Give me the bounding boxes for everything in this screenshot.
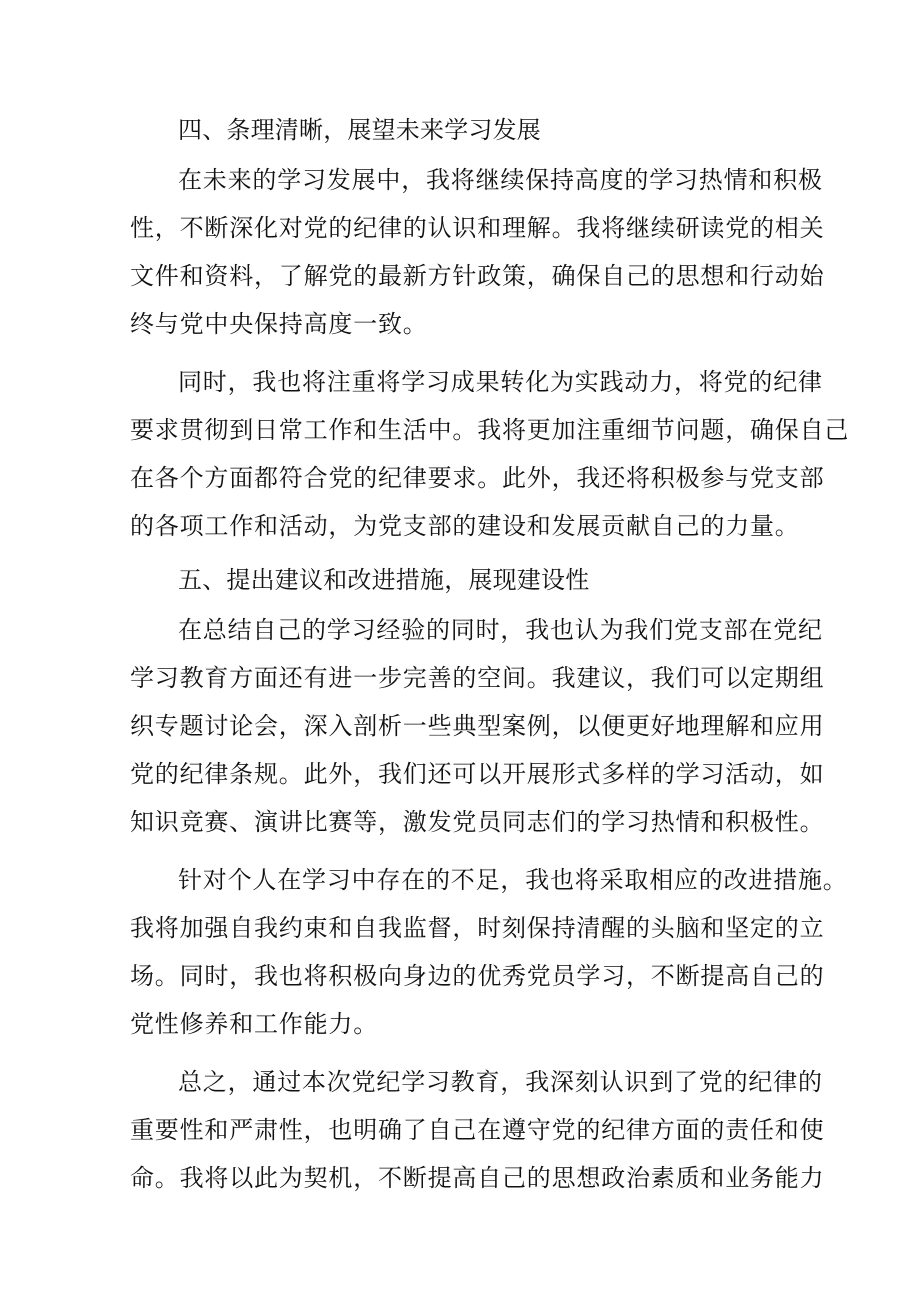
paragraph-gap xyxy=(130,846,792,856)
text-line: 在各个方面都符合党的纪律要求。此外，我还将积极参与党支部 xyxy=(130,464,825,492)
paragraph xyxy=(130,358,850,550)
text-line: 文件和资料，了解党的最新方针政策，确保自己的思想和行动始 xyxy=(130,262,825,290)
text-line: 重要性和严肃性，也明确了自己在遵守党的纪律方面的责任和使 xyxy=(130,1116,825,1144)
text-line: 在未来的学习发展中，我将继续保持高度的学习热情和积极 xyxy=(178,166,823,194)
text-line: 知识竞赛、演讲比赛等，激发党员同志们的学习热情和积极性。 xyxy=(130,808,825,836)
text-line: 场。同时，我也将积极向身边的优秀党员学习，不断提高自己的 xyxy=(130,962,825,990)
paragraph xyxy=(130,1058,825,1202)
text-line: 总之，通过本次党纪学习教育，我深刻认识到了党的纪律的 xyxy=(178,1068,823,1096)
section-heading-four: 四、条理清晰，展望未来学习发展 xyxy=(178,116,541,144)
paragraph xyxy=(130,856,848,1048)
paragraph-gap xyxy=(130,348,792,358)
paragraph xyxy=(130,156,825,348)
text-line: 党性修养和工作能力。 xyxy=(130,1010,378,1038)
text-line: 的各项工作和活动，为党支部的建设和发展贡献自己的力量。 xyxy=(130,512,800,540)
paragraph-gap xyxy=(130,1048,792,1058)
text-line: 性，不断深化对党的纪律的认识和理解。我将继续研读党的相关 xyxy=(130,214,825,242)
section-heading-five: 五、提出建议和改进措施，展现建设性 xyxy=(178,566,590,594)
text-line: 我将加强自我约束和自我监督，时刻保持清醒的头脑和坚定的立 xyxy=(130,914,825,942)
text-line: 党的纪律条规。此外，我们还可以开展形式多样的学习活动，如 xyxy=(130,760,825,788)
document-body xyxy=(130,104,850,1202)
text-line: 在总结自己的学习经验的同时，我也认为我们党支部在党纪 xyxy=(178,616,823,644)
text-line: 织专题讨论会，深入剖析一些典型案例，以便更好地理解和应用 xyxy=(130,712,825,740)
text-line: 针对个人在学习中存在的不足，我也将采取相应的改进措施。 xyxy=(178,866,848,894)
text-line: 学习教育方面还有进一步完善的空间。我建议，我们可以定期组 xyxy=(130,664,825,692)
text-line: 命。我将以此为契机，不断提高自己的思想政治素质和业务能力 xyxy=(130,1164,825,1192)
text-line: 终与党中央保持高度一致。 xyxy=(130,310,428,338)
paragraph xyxy=(130,606,825,846)
text-line: 要求贯彻到日常工作和生活中。我将更加注重细节问题，确保自己 xyxy=(130,416,850,444)
text-line: 同时，我也将注重将学习成果转化为实践动力，将党的纪律 xyxy=(178,368,823,396)
